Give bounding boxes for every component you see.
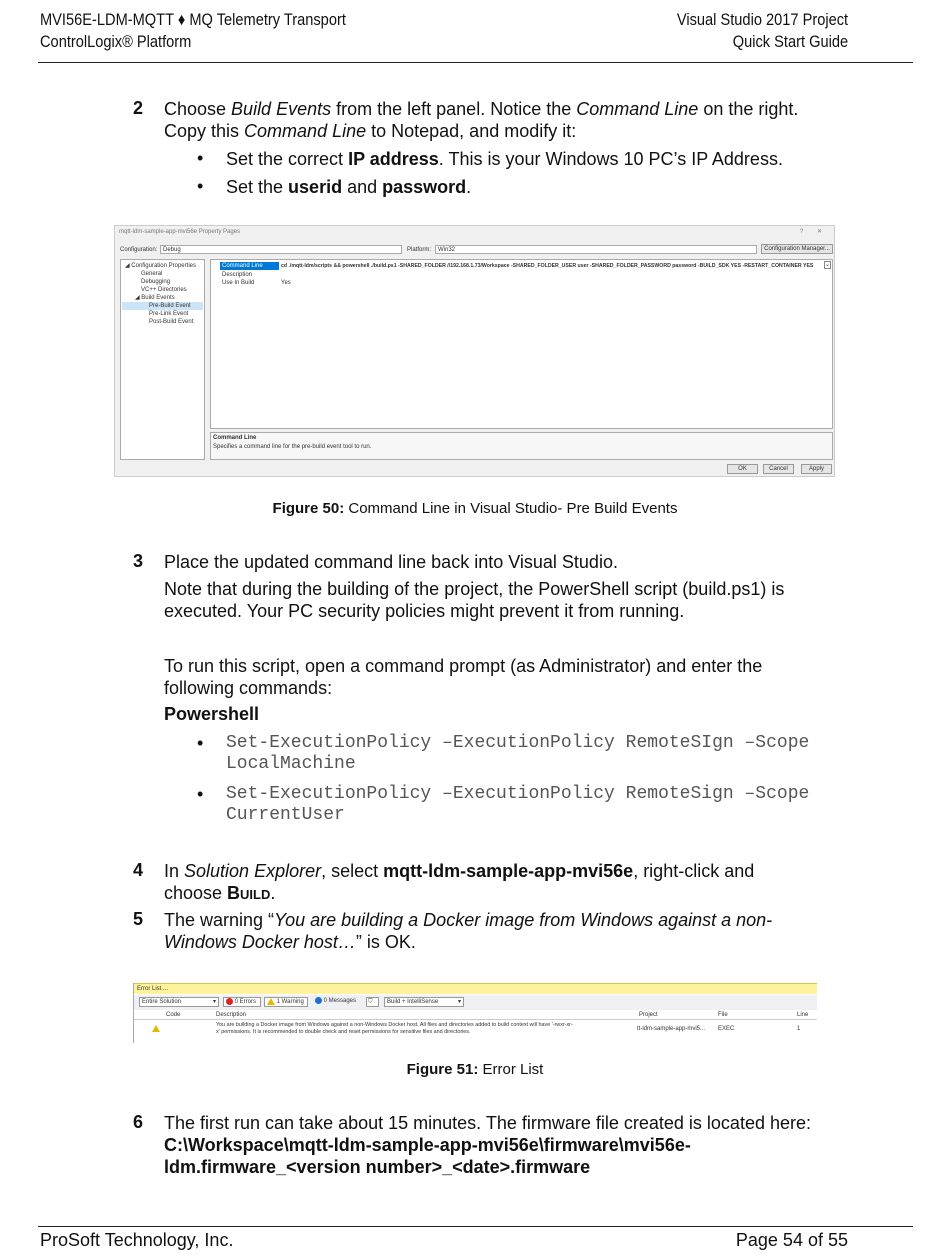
platform-label: Platform: (407, 247, 432, 253)
tree-item-general[interactable]: General (141, 271, 163, 277)
messages-filter-button[interactable]: 0 Messages (313, 997, 363, 1007)
firmware-filename: ldm.firmware_<version number>_<date>.firmware (164, 1157, 591, 1177)
column-description[interactable]: Description (216, 1012, 247, 1018)
scope-select[interactable]: Entire Solution ▾ (139, 997, 219, 1007)
header-product: MVI56E-LDM-MQTT ♦ MQ Telemetry Transport (40, 10, 346, 29)
row-line: 1 (797, 1026, 801, 1032)
warning-icon (152, 1025, 160, 1033)
property-description-panel (210, 432, 833, 460)
footer-page-number: Page 54 of 55 (735, 1230, 848, 1250)
cancel-button[interactable]: Cancel (763, 464, 794, 474)
header-right (677, 9, 848, 53)
tree-item-vc-directories[interactable]: VC++ Directories (141, 287, 187, 293)
header-guide: Quick Start Guide (732, 32, 848, 51)
property-grid (210, 259, 833, 429)
error-list-toolbar (134, 995, 817, 1010)
property-use-in-build-value[interactable]: Yes (281, 280, 291, 286)
step-3-instructions: To run this script, open a command prompt (as Administrator) and enter the following commands: (164, 656, 763, 698)
configuration-manager-button[interactable]: Configuration Manager... (761, 244, 833, 254)
warning-icon (267, 998, 275, 1005)
bullet-icon: • (197, 784, 204, 804)
step-3-note: Note that during the building of the project, the PowerShell script (build.ps1) is executed. Your PC security policies might prevent it from running. (164, 579, 785, 621)
step-2-bullet-credentials: Set the userid and password. (226, 177, 472, 197)
tree-item-post-build-event[interactable]: Post-Build Event (149, 319, 194, 325)
step-2-number: 2 (133, 98, 144, 118)
bullet-icon: • (197, 733, 204, 753)
error-icon (226, 998, 233, 1005)
error-list-row[interactable] (134, 1021, 817, 1041)
footer-company: ProSoft Technology, Inc. (40, 1230, 234, 1250)
header-platform: ControlLogix® Platform (40, 32, 192, 51)
property-pages-screenshot (114, 225, 835, 477)
command-current-user: Set-ExecutionPolicy –ExecutionPolicy RemoteSign –Scope CurrentUser (226, 784, 810, 825)
info-icon (315, 997, 322, 1004)
step-5-number: 5 (133, 909, 144, 929)
firmware-path: C:\Workspace\mqtt-ldm-sample-app-mvi56e\firmware\mvi56e- (164, 1135, 691, 1155)
apply-button[interactable]: Apply (801, 464, 832, 474)
property-use-in-build[interactable]: Use In Build (222, 280, 255, 286)
window-controls: ? ✕ (799, 229, 828, 235)
ok-button[interactable]: OK (727, 464, 758, 474)
step-3-line-1: Place the updated command line back into Visual Studio. (164, 552, 618, 572)
bullet-icon: • (197, 176, 204, 196)
column-file[interactable]: File (718, 1012, 728, 1018)
configuration-select[interactable]: Debug (160, 245, 402, 254)
column-project[interactable]: Project (639, 1012, 658, 1018)
figure-51-caption: Figure 51: Error List (406, 1061, 544, 1078)
error-list-title: Error List ... (134, 983, 817, 994)
tree-item-pre-link-event[interactable]: Pre-Link Event (149, 311, 189, 317)
chevron-down-icon[interactable]: ⌄ (825, 262, 831, 268)
step-2-bullet-ip: Set the correct IP address. This is your Windows 10 PC’s IP Address. (226, 149, 783, 169)
chevron-down-icon: ▾ (457, 999, 461, 1005)
error-list-columns (134, 1011, 817, 1020)
configuration-tree (120, 259, 205, 460)
column-code[interactable]: Code (166, 1012, 181, 1018)
configuration-label: Configuration: (120, 247, 158, 253)
window-title: mqtt-ldm-sample-app-mvi56e Property Pages (119, 229, 241, 235)
errors-filter-button[interactable]: 0 Errors (223, 997, 261, 1007)
chevron-down-icon: ▾ (212, 999, 216, 1005)
bullet-icon: • (197, 148, 204, 168)
step-5-text: The warning “You are building a Docker image from Windows against a non- Windows Docker host…” is OK. (164, 910, 773, 952)
step-6-number: 6 (133, 1112, 144, 1132)
step-4-text: In Solution Explorer, select mqtt-ldm-sample-app-mvi56e, right-click and choose Build. (164, 861, 755, 903)
step-6-text: The first run can take about 15 minutes. The firmware file created is located here: C:\Workspace\mqtt-ldm-sample-app-mvi56e\firmware\mvi56e- ldm.firmware_<version number>_<date>.firmware (164, 1113, 811, 1177)
tree-item-configuration-properties[interactable]: ◢ Configuration Properties (125, 263, 196, 269)
footer-divider (38, 1226, 913, 1227)
description-title: Command Line (213, 435, 257, 441)
step-3-number: 3 (133, 551, 144, 571)
row-project: tt-ldm-sample-app-mvi5... (637, 1026, 706, 1032)
property-command-line-value[interactable]: cd ./mqtt-ldm/scripts && powershell ./build.ps1 -SHARED_FOLDER //192.168.1.73/Workspace -SHARED_FOLDER_USER user -SHARED_FOLDER_PASSWORD password -BUILD_SDK YES -RESTART_CONTAINER YES (281, 263, 814, 269)
header-divider (38, 62, 913, 63)
header-project: Visual Studio 2017 Project (676, 10, 848, 29)
tree-item-pre-build-event[interactable]: Pre-Build Event (122, 302, 203, 310)
property-command-line[interactable]: Command Line (220, 262, 279, 270)
warnings-filter-button[interactable]: 1 Warning (264, 997, 308, 1007)
powershell-heading: Powershell (164, 704, 260, 724)
platform-select[interactable]: Win32 (435, 245, 757, 254)
error-list-screenshot (133, 983, 816, 1043)
figure-50-caption: Figure 50: Command Line in Visual Studio- Pre Build Events (272, 500, 678, 517)
property-description[interactable]: Description (222, 272, 253, 278)
step-2-text: Choose Build Events from the left panel. Notice the Command Line on the right. Copy this Command Line to Notepad, and modify it: (164, 99, 799, 141)
row-description: You are building a Docker image from Windows against a non-Windows Docker host. All files and directories added to build context will have '-rwxr-xr- x' permissions. It is recommended to double check and reset permissions for sensitive files and directories. (216, 1022, 573, 1035)
tree-item-debugging[interactable]: Debugging (141, 279, 171, 285)
step-4-number: 4 (133, 860, 144, 880)
column-line[interactable]: Line (797, 1012, 809, 1018)
build-filter-select[interactable]: Build + IntelliSense ▾ (384, 997, 464, 1007)
command-local-machine: Set-ExecutionPolicy –ExecutionPolicy RemoteSIgn –Scope LocalMachine (226, 733, 810, 774)
header-left (40, 9, 346, 53)
tree-item-build-events[interactable]: ◢ Build Events (135, 295, 175, 301)
row-file: EXEC (718, 1026, 735, 1032)
description-text: Specifies a command line for the pre-build event tool to run. (213, 444, 372, 450)
filter-icon[interactable]: ⛉ (366, 997, 379, 1007)
